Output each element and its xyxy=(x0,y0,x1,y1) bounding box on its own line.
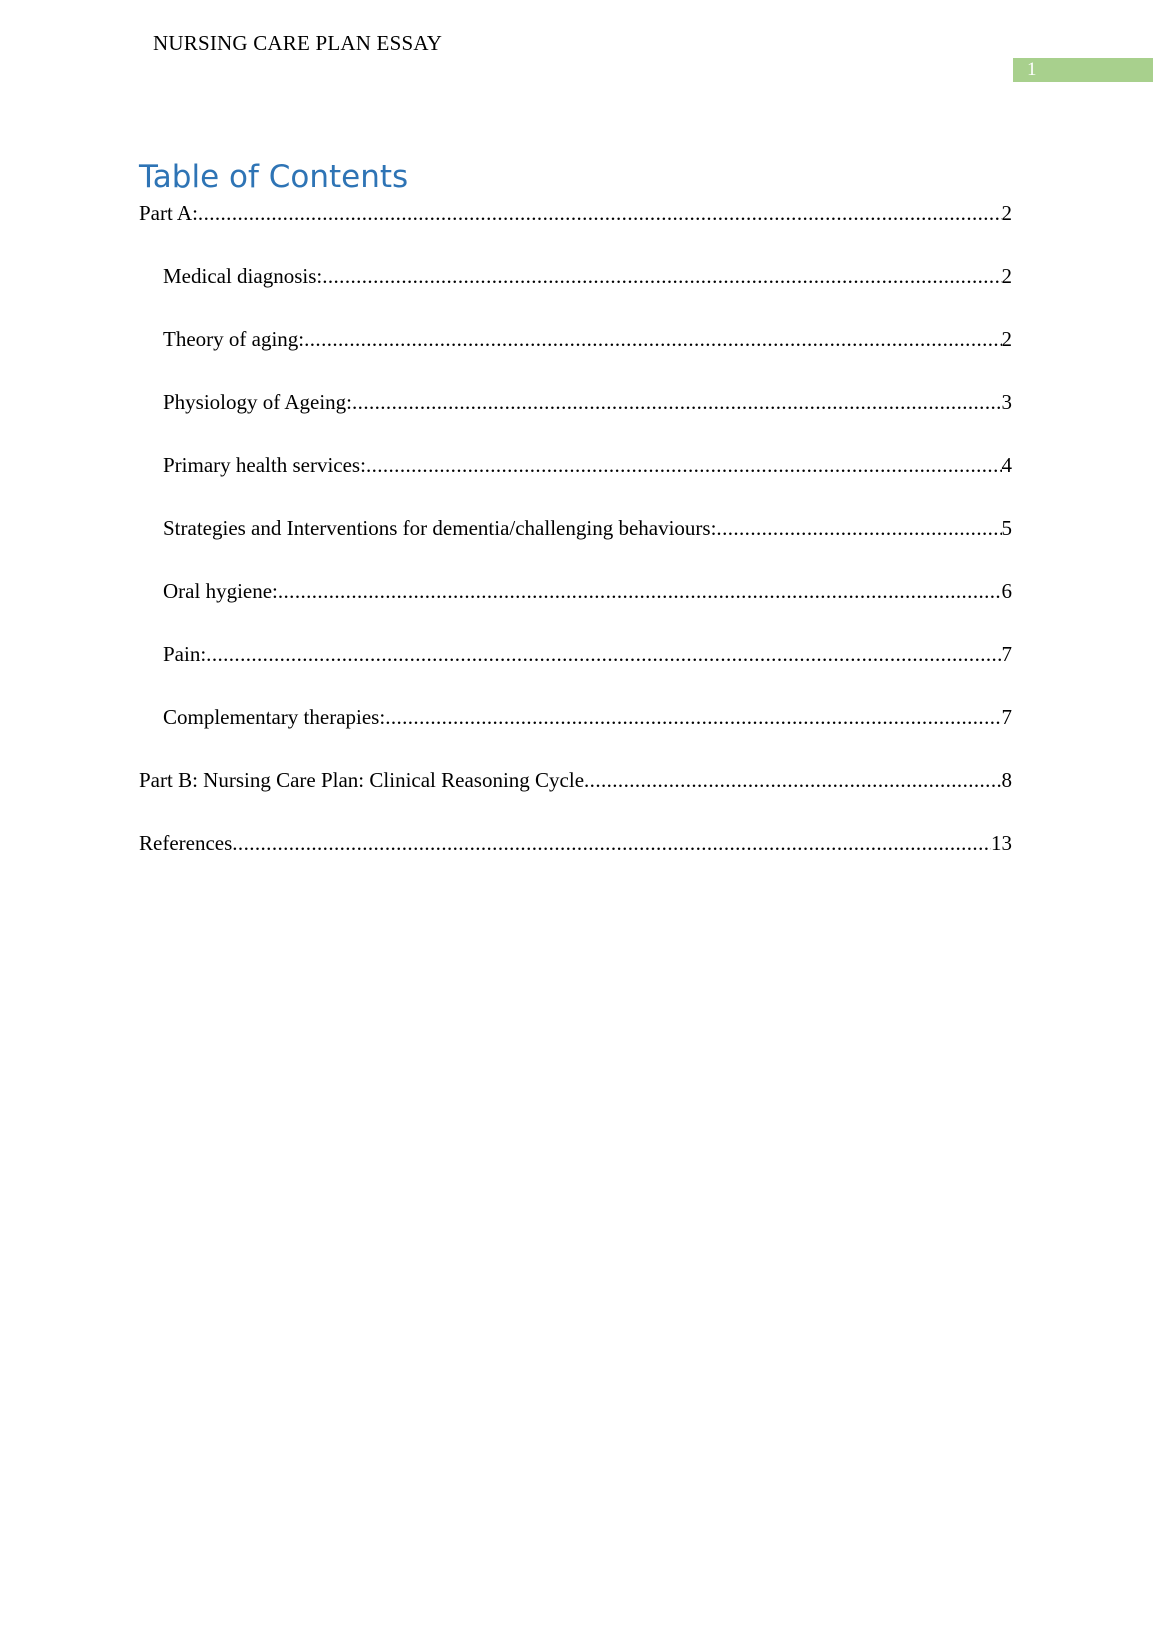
toc-entry-label: Strategies and Interventions for dementia/challenging behaviours: xyxy=(163,516,717,540)
toc-entry-part-b[interactable] xyxy=(139,767,1012,794)
toc-leader-dots xyxy=(352,389,1001,416)
toc-entry-theory-of-aging[interactable] xyxy=(139,326,1012,353)
toc-leader-dots xyxy=(716,515,1001,542)
toc-entry-label: Pain: xyxy=(163,642,207,666)
toc-entry-label: Complementary therapies: xyxy=(163,705,386,729)
toc-entry-complementary-therapies[interactable] xyxy=(139,704,1012,731)
toc-entry-physiology-of-ageing[interactable] xyxy=(139,389,1012,416)
toc-entry-label: Oral hygiene: xyxy=(163,579,278,603)
toc-leader-dots xyxy=(366,452,1002,479)
toc-entry-page: 7 xyxy=(1001,705,1012,729)
toc-entry-page: 2 xyxy=(1001,264,1012,288)
toc-entry-page: 6 xyxy=(1001,579,1012,603)
toc-entry-page: 2 xyxy=(1001,327,1012,351)
toc-entry-strategies-and-interventions[interactable] xyxy=(139,515,1012,542)
toc-entry-label: Part B: Nursing Care Plan: Clinical Reasoning Cycle xyxy=(139,768,585,792)
toc-leader-dots xyxy=(385,704,1001,731)
toc-entry-part-a[interactable] xyxy=(139,200,1012,227)
toc-entry-page: 8 xyxy=(1001,768,1012,792)
toc-entry-medical-diagnosis[interactable] xyxy=(139,263,1012,290)
toc-leader-dots xyxy=(206,641,1001,668)
toc-entry-label: Physiology of Ageing: xyxy=(163,390,353,414)
toc-entry-label: Medical diagnosis: xyxy=(163,264,323,288)
toc-leader-dots xyxy=(322,263,1001,290)
toc-leader-dots xyxy=(304,326,1001,353)
toc-leader-dots xyxy=(584,767,1001,794)
toc-entry-page: 13 xyxy=(991,831,1012,855)
toc-entry-oral-hygiene[interactable] xyxy=(139,578,1012,605)
toc-entry-references[interactable] xyxy=(139,830,1012,857)
running-head: NURSING CARE PLAN ESSAY xyxy=(153,31,443,55)
toc-list xyxy=(139,200,1012,893)
toc-entry-primary-health-services[interactable] xyxy=(139,452,1012,479)
toc-entry-label: Part A: xyxy=(139,201,198,225)
toc-entry-page: 3 xyxy=(1001,390,1012,414)
toc-entry-label: References xyxy=(139,831,233,855)
toc-entry-page: 7 xyxy=(1001,642,1012,666)
page-number-box: 1 xyxy=(1013,58,1153,82)
toc-entry-pain[interactable] xyxy=(139,641,1012,668)
toc-leader-dots xyxy=(232,830,991,857)
toc-entry-page: 5 xyxy=(1001,516,1012,540)
toc-leader-dots xyxy=(198,200,1002,227)
toc-entry-page: 4 xyxy=(1001,453,1012,477)
toc-entry-label: Theory of aging: xyxy=(163,327,305,351)
toc-entry-label: Primary health services: xyxy=(163,453,366,477)
toc-heading: Table of Contents xyxy=(139,159,409,195)
toc-leader-dots xyxy=(278,578,1002,605)
toc-entry-page: 2 xyxy=(1001,201,1012,225)
